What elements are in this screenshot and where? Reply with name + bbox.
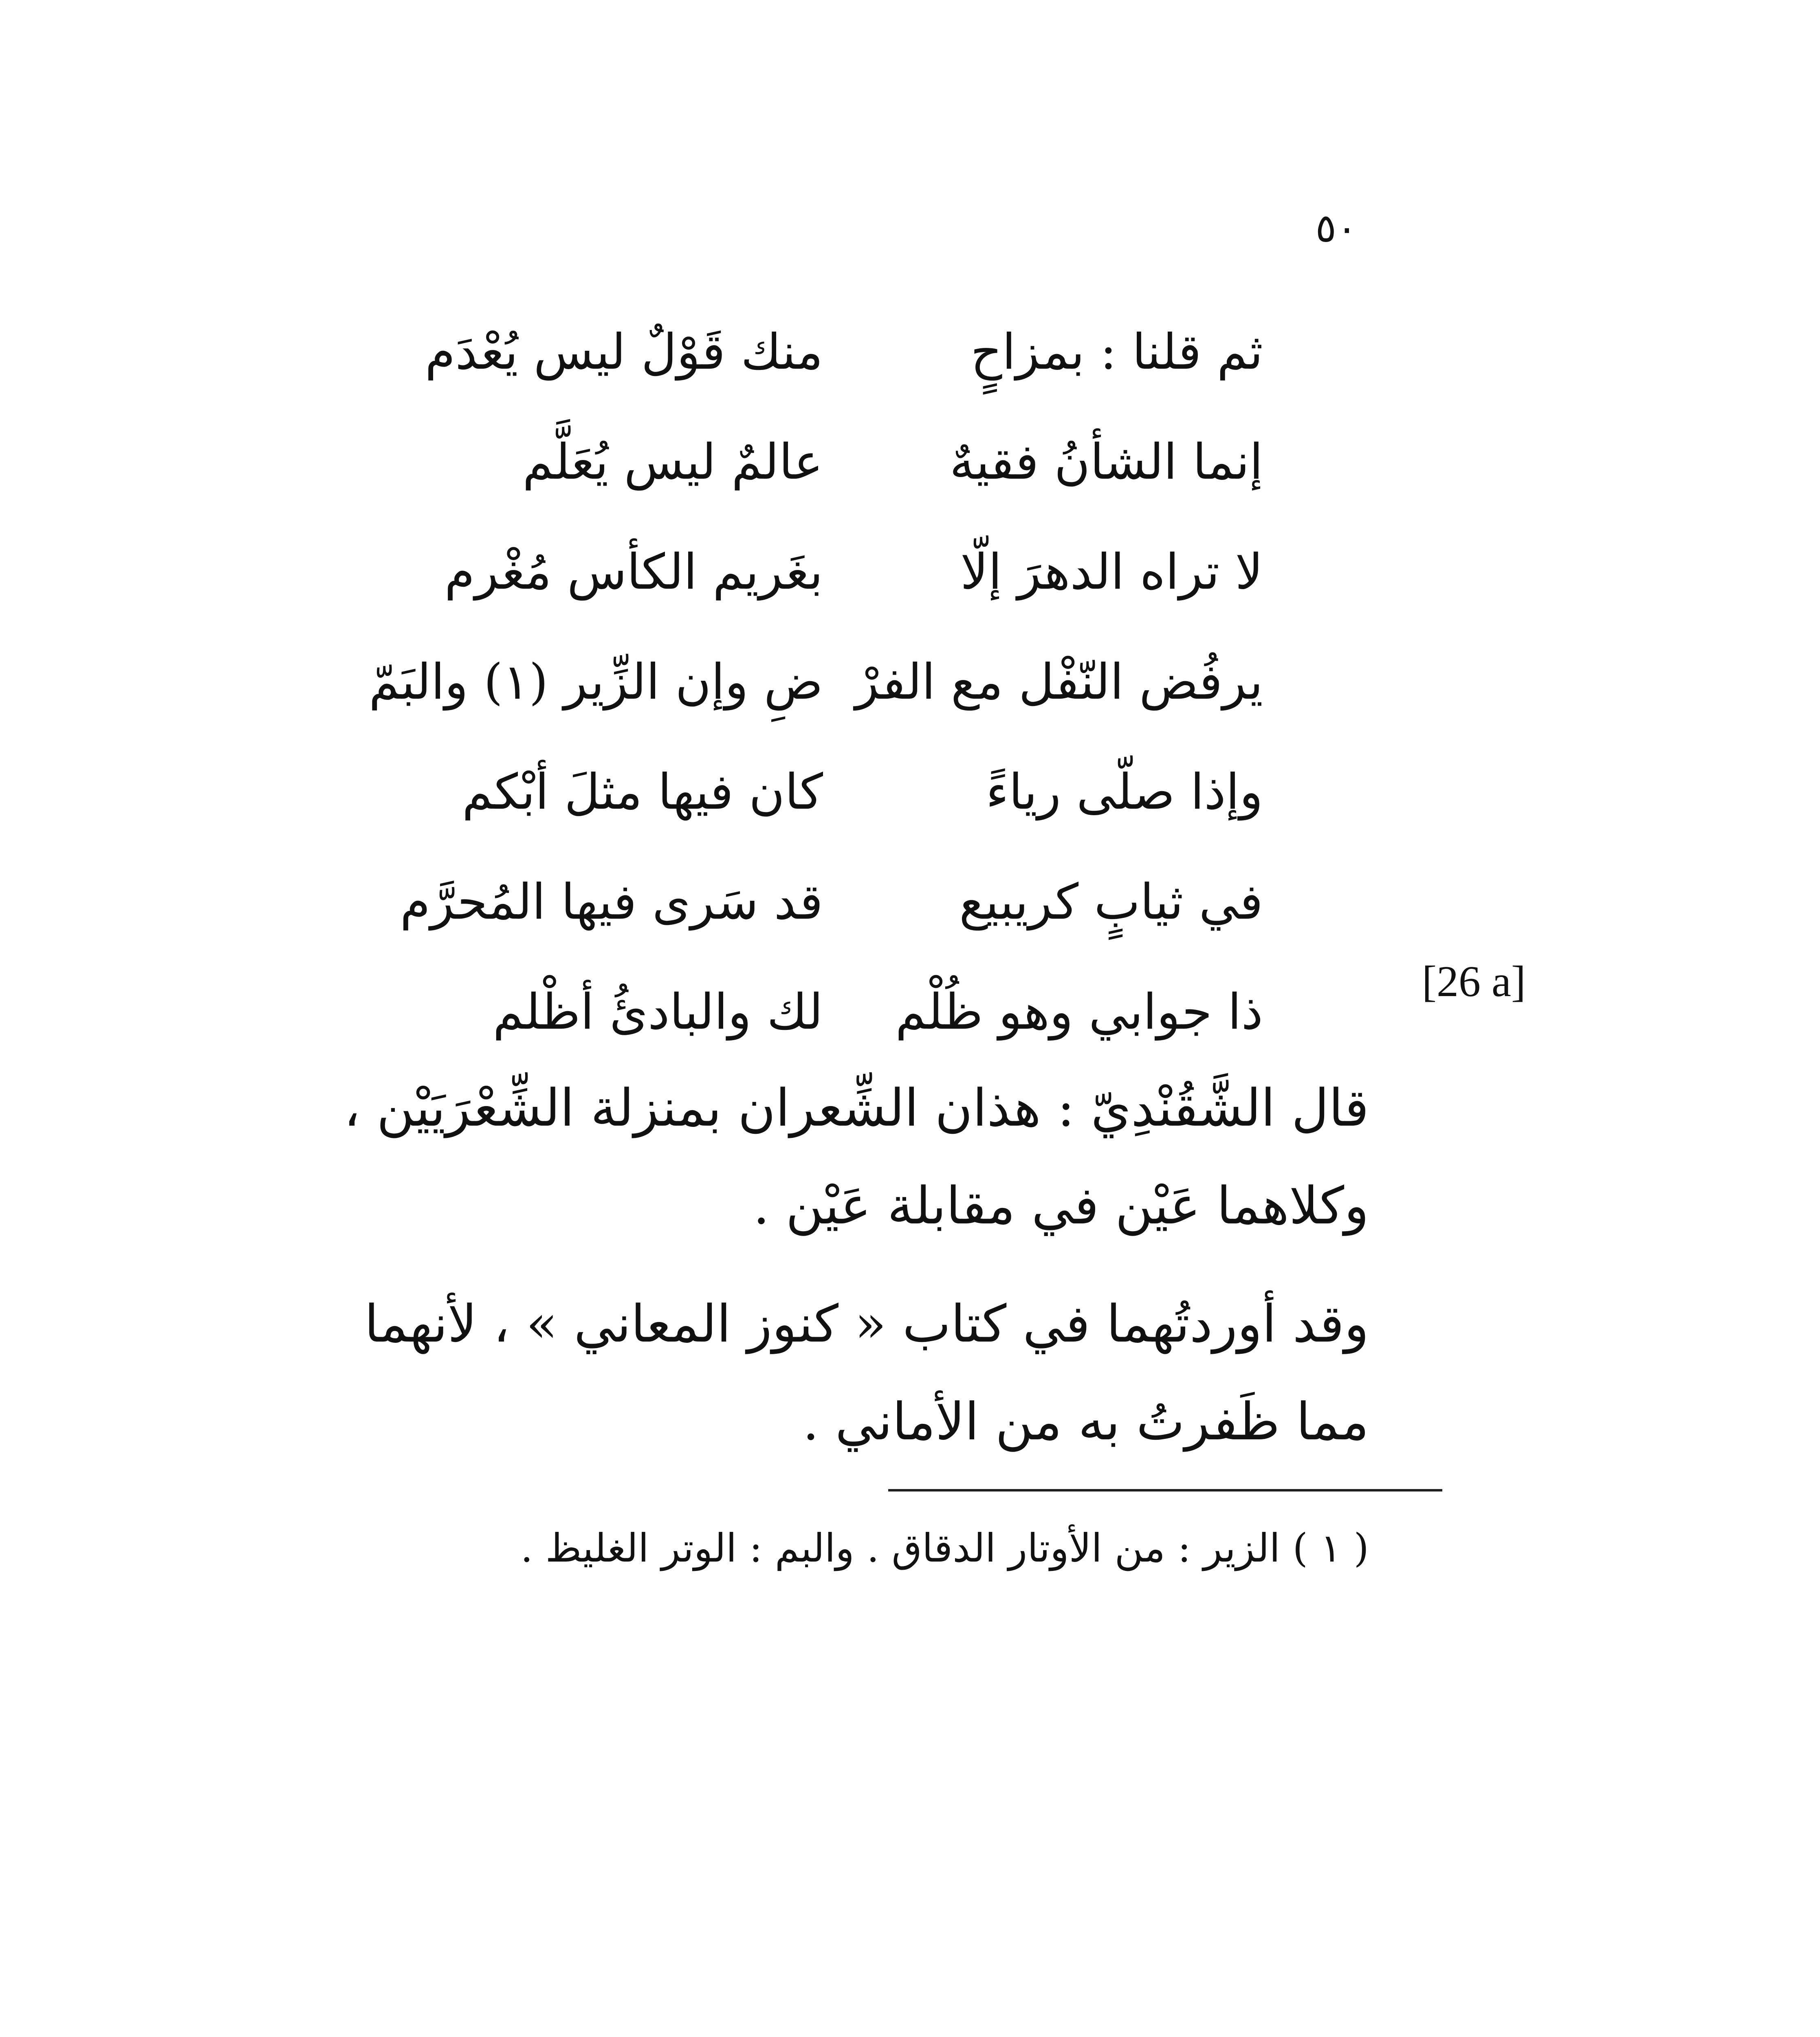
verse-first-hemistich: يرفُض النّفْل مع الفرْ — [855, 654, 1263, 711]
prose-paragraph: قال الشَّقُنْدِيّ : هذان الشِّعران بمنزلة الشِّعْرَيَيْن ، وكلاهما عَيْن في مقابلة عَيْن . — [343, 1078, 1369, 1236]
verse-first-hemistich: ثم قلنا : بمزاحٍ — [971, 324, 1263, 381]
margin-reference: [26 a] — [1422, 957, 1526, 1006]
footnote-divider — [888, 1489, 1442, 1491]
verse-second-hemistich: كان فيها مثلَ أبْكم — [462, 764, 823, 821]
verse — [440, 957, 1263, 1067]
verse-first-hemistich: في ثيابٍ كريبيع — [959, 874, 1263, 931]
verse-second-hemistich: قد سَرى فيها المُحرَّم — [400, 874, 823, 931]
verse — [440, 737, 1263, 847]
verse-first-hemistich: لا تراه الدهرَ إلّا — [960, 544, 1263, 601]
footnote: ( ١ ) الزير : من الأوتار الدقاق . والبم : الوتر الغليظ . — [520, 1525, 1369, 1571]
verse-first-hemistich: إنما الشأنُ فقيهٌ — [949, 434, 1263, 491]
verse — [440, 517, 1263, 627]
verse-second-hemistich: بغَريم الكأس مُغْرم — [445, 544, 823, 601]
verse-first-hemistich: وإذا صلّى رياءً — [986, 764, 1263, 821]
verse-second-hemistich: منك قَوْلٌ ليس يُعْدَم — [425, 324, 823, 381]
page-number: ٥٠ — [1315, 205, 1358, 251]
verse — [369, 627, 1263, 737]
verse — [440, 407, 1263, 517]
verse-second-hemistich: لك والبادئُ أظْلم — [493, 984, 823, 1040]
verse — [425, 297, 1263, 407]
verse-first-hemistich: ذا جوابي وهو ظُلْم — [895, 984, 1263, 1040]
poem — [369, 297, 1263, 1067]
verse-second-hemistich: عالمٌ ليس يُعَلَّم — [522, 434, 823, 491]
prose-paragraph: وقد أوردتُهما في كتاب « كنوز المعاني » ، لأنهما مما ظَفرتُ به من الأماني . — [364, 1294, 1369, 1452]
verse-second-hemistich: ضِ وإن الزِّير (١) والبَمّ — [369, 654, 823, 711]
verse — [400, 847, 1263, 957]
